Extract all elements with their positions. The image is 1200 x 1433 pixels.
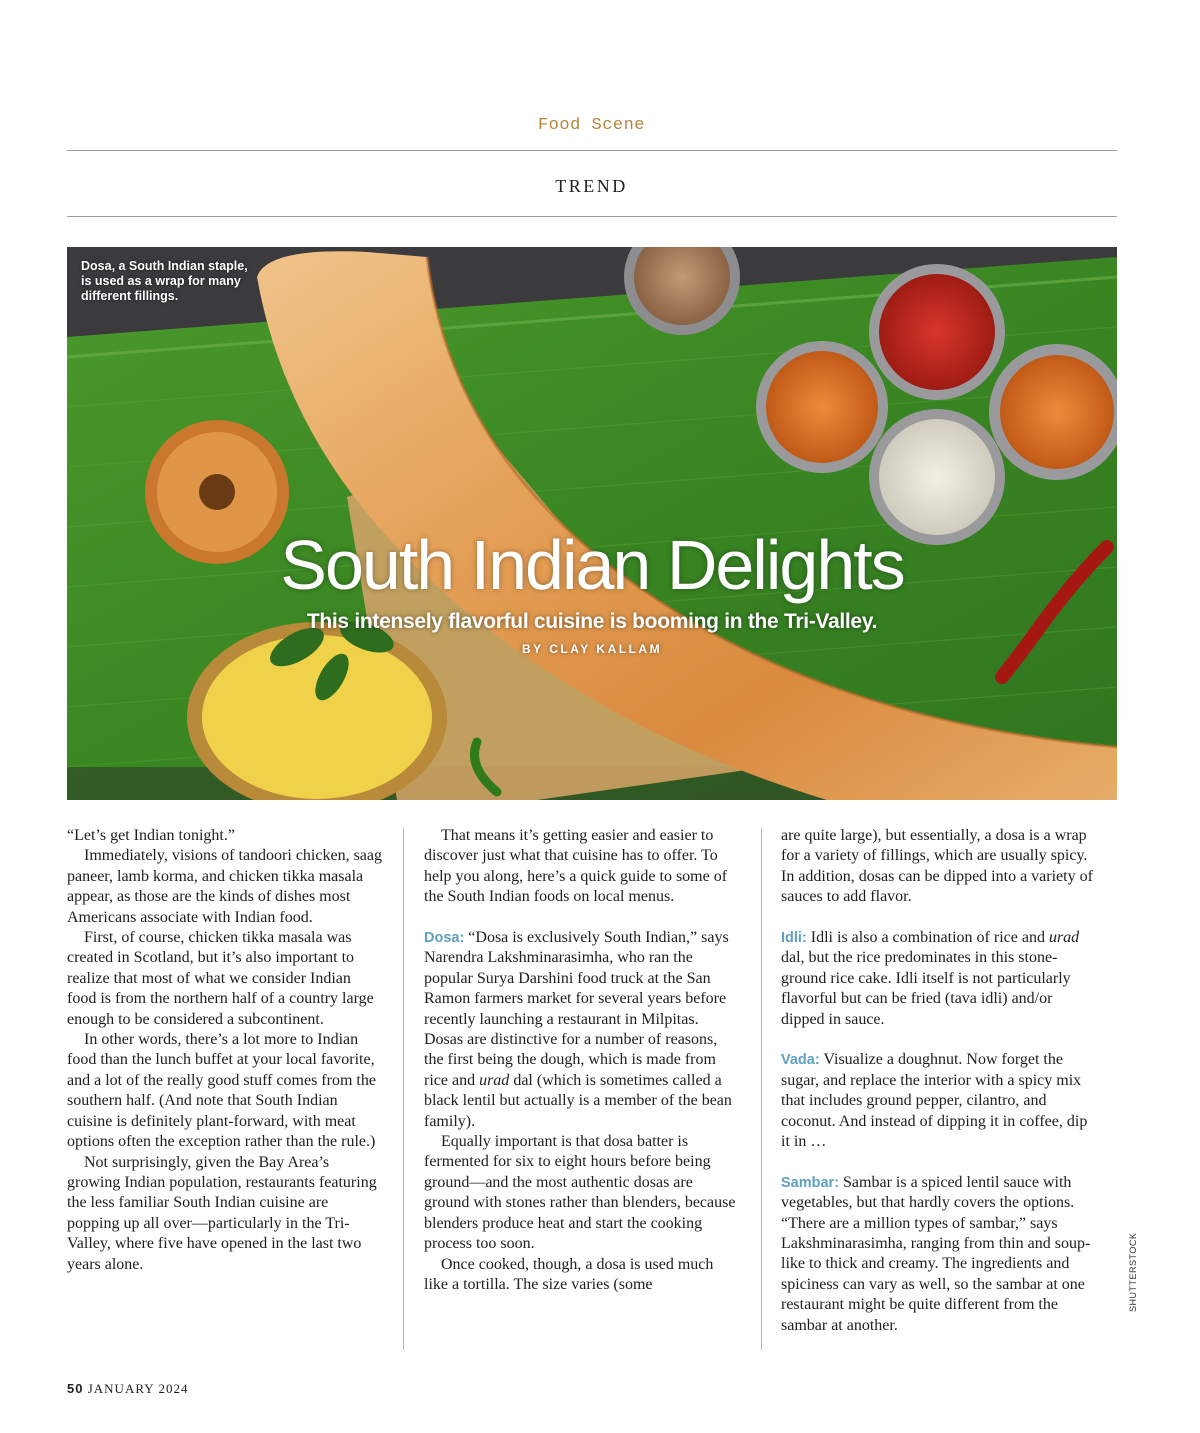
idli-italic-term: urad [1048,929,1080,947]
hero-photo [67,247,1117,800]
section-label: Food Scene [537,116,646,135]
vada-heading: Vada: [781,1052,820,1069]
sambar-entry [781,1173,1097,1336]
dosa-entry [424,928,740,1132]
idli-heading: Idli: [781,930,807,947]
column-divider [403,828,404,1350]
sambar-heading: Sambar: [781,1174,840,1191]
paragraph: are quite large), but essentially, a dosa is a wrap for a variety of fillings, which are usually spicy. In addition, dosas can be dipped into a variety of sauces to add flavor. [781,827,1093,906]
header-rule-top [67,150,1117,151]
issue-date: JANUARY 2024 [87,1381,189,1396]
dosa-platter-illustration [67,247,1117,800]
department-label: TREND [555,176,628,196]
paragraph: That means it’s getting easier and easier to discover just what that cuisine has to offer. To help you along, here’s a quick guide to some of the South Indian foods on local menus. [424,827,728,906]
article-byline: BY CLAY KALLAM [521,642,663,656]
vada-text: Visualize a doughnut. Now forget the sugar, and replace the interior with a spicy mix that includes ground pepper, cilantro, and coconut. And instead of dipping it in coffee, dip it in … [781,1051,1088,1151]
article-column-2 [424,826,740,1295]
paragraph: Not surprisingly, given the Bay Area’s growing Indian population, restaurants featuring the less familiar South Indian cuisine are popping up all over—particularly in the Tri-Valley, where five have opened in the last two years alone. [67,1153,377,1273]
column-divider [761,828,762,1350]
page-number: 50 [67,1381,84,1396]
idli-text-cont: dal, but the rice predominates in this stone-ground rice cake. Idli itself is not particularly flavorful but can be fried (tava idli) and/or dipped in sauce. [781,949,1071,1028]
photo-caption: Dosa, a South Indian staple, is used as a wrap for many different fillings. [81,259,248,303]
vada-entry [781,1050,1097,1152]
page-folio [67,1381,188,1397]
dosa-text: “Dosa is exclusively South Indian,” says Narendra Lakshminarasimha, who ran the popular Surya Darshini food truck at the San Ramon farmers market for several years before recently launching a restaurant in Milpitas. Dosas are distinctive for a number of reasons, the first being the dough, which is made from rice and [424,929,729,1089]
idli-text: Idli is also a combination of rice and [806,929,1049,947]
sambar-text: Sambar is a spiced lentil sauce with vegetables, but that hardly covers the options. “There are a million types of sambar,” says Lakshminarasimha, ranging from thin and soup-like to thick and creamy. The ingredients and spiciness can vary as well, so the sambar at one restaurant might be quite different from the sambar at another. [781,1173,1091,1334]
paragraph: First, of course, chicken tikka masala was created in Scotland, but it’s also important to realize that most of what we consider Indian food is from the northern half of a country large enough to be considered a subcontinent. [67,929,374,1028]
paragraph: Equally important is that dosa batter is fermented for six to eight hours before being ground—and the most authentic dosas are ground with stones rather than blenders, because blenders produce heat and start the cooking process too soon. [424,1133,736,1253]
dosa-heading: Dosa: [424,930,465,947]
header-rule-bottom [67,216,1117,217]
article-column-1 [67,826,383,1275]
article-deck: This intensely flavorful cuisine is booming in the Tri-Valley. [306,610,878,633]
article-column-3 [781,826,1097,1336]
dosa-italic-term: urad [479,1071,510,1089]
article-headline: South Indian Delights [280,526,904,604]
paragraph: Once cooked, though, a dosa is used much like a tortilla. The size varies (some [424,1255,714,1293]
idli-entry [781,928,1097,1030]
paragraph: Immediately, visions of tandoori chicken, saag paneer, lamb korma, and chicken tikka masala appear, as those are the kinds of dishes most Americans associate with Indian food. [67,847,382,926]
dosa-text-cont: dal (which is sometimes called a black lentil but actually is a member of the bean family). [424,1071,732,1130]
paragraph: “Let’s get Indian tonight.” [67,827,235,844]
photo-credit: SHUTTERSTOCK [1128,1232,1138,1312]
paragraph: In other words, there’s a lot more to Indian food than the lunch buffet at your local favorite, and a lot of the really good stuff comes from the southern half. (And note that South Indian cuisine is definitely plant-forward, with meat options often the exception rather than the rule.) [67,1031,376,1151]
